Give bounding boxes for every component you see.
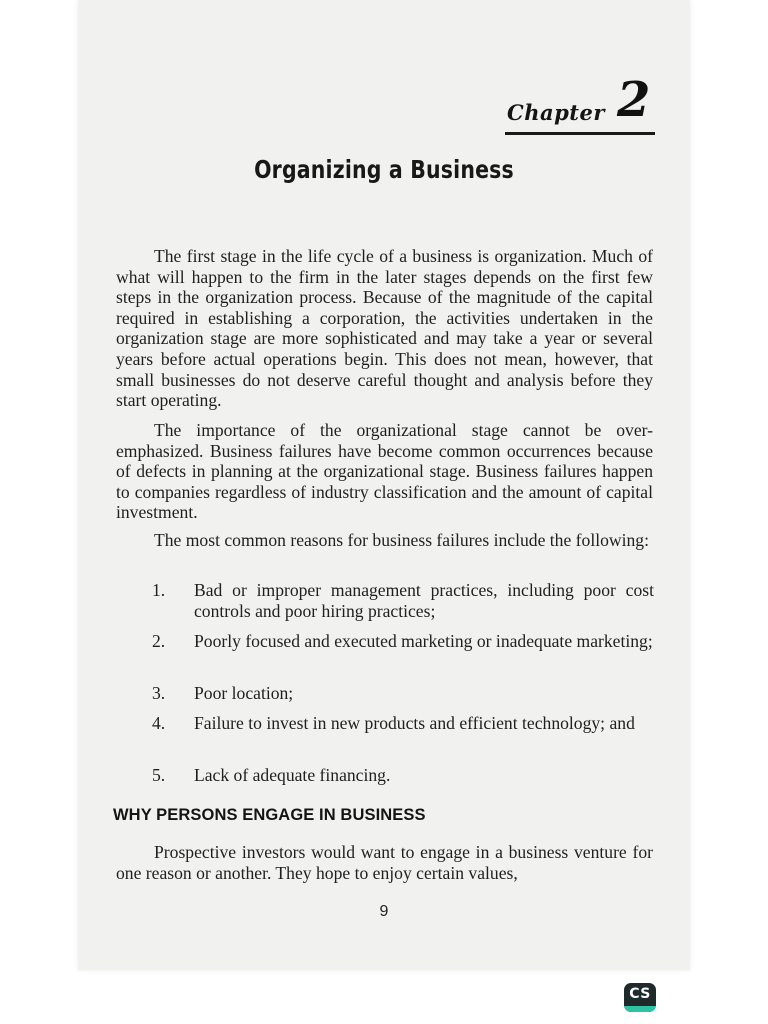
list-item-text: Poor location; xyxy=(194,683,294,703)
section-heading: WHY PERSONS ENGAGE IN BUSINESS xyxy=(113,806,426,824)
page-number: 9 xyxy=(379,903,389,920)
list-item-text: Bad or improper management practices, including poor cost controls and poor hiring practices; xyxy=(194,580,654,621)
scanner-app-badge xyxy=(624,983,656,1012)
scanner-badge-label: CS xyxy=(629,986,651,1002)
list-item-number: 4. xyxy=(152,713,166,733)
list-item-number: 2. xyxy=(152,631,166,651)
list-item-number: 3. xyxy=(152,683,166,703)
paragraph-importance: The importance of the organizational stage cannot be over-emphasized. Business failures have become common occurrences because of defects in planning at the organizational stage. Business failures happen to companies regardless of industry classification and the amount of capital investment. xyxy=(116,420,653,523)
list-item-text: Failure to invest in new products and efficient technology; and xyxy=(194,713,635,733)
paragraph-reasons: The most common reasons for business failures include the following: xyxy=(154,530,649,550)
scanner-badge-strip xyxy=(624,1006,656,1012)
page-title: Organizing a Business xyxy=(254,155,514,184)
paragraph-intro: The first stage in the life cycle of a business is organization. Much of what will happen to the firm in the later stages depends on the first few steps in the organization process. Because of the magnitude of the capital required in establishing a corporation, the activities undertaken in the organization stage are more sophisticated and may take a year or several years before actual operations begin. This does not mean, however, that small businesses do not deserve careful thought and analysis before they start operating. xyxy=(116,246,653,411)
list-item-text: Lack of adequate financing. xyxy=(194,765,391,785)
chapter-number: 2 xyxy=(617,72,651,128)
list-item-number: 1. xyxy=(152,580,166,600)
list-item-text: Poorly focused and executed marketing or inadequate marketing; xyxy=(194,631,653,651)
paragraph-investors: Prospective investors would want to engage in a business venture for one reason or another. They hope to enjoy certain values, xyxy=(116,842,653,883)
chapter-rule xyxy=(505,132,655,135)
chapter-label: Chapter xyxy=(507,100,605,125)
list-item-number: 5. xyxy=(152,765,166,785)
chapter-heading xyxy=(505,74,655,138)
